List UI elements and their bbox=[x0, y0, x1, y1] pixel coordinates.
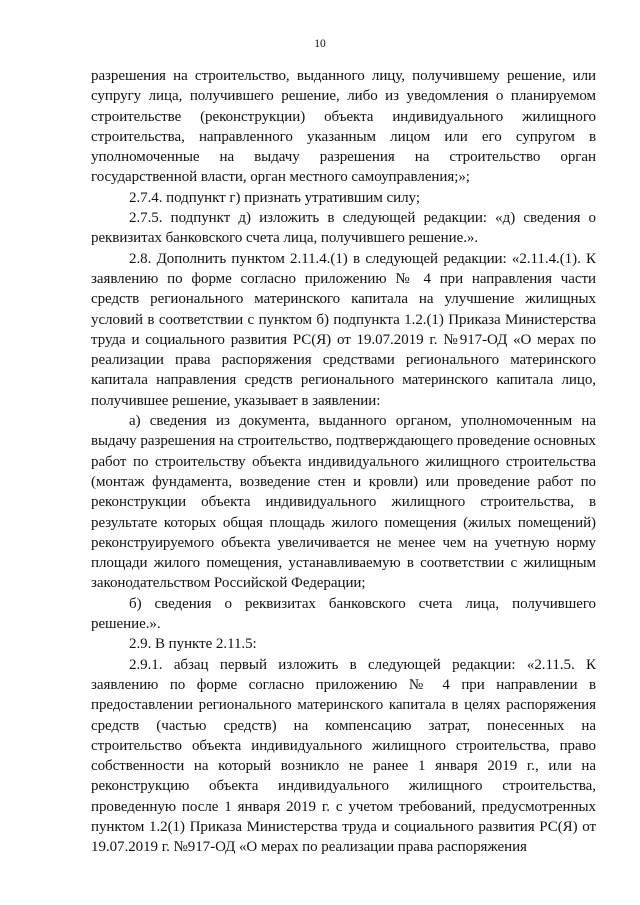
page-number: 10 bbox=[314, 38, 326, 50]
paragraph-8: 2.9.1. абзац первый изложить в следующей редакции: «2.11.5. К заявлению по форме согласно приложению № 4 при направлении в предоставлении регионального материнского капитала в целях распоряжения средств (частью средств) на компенсацию затрат, понесенных на строительство объекта индивидуального жилищного строительства, право собственности на который возникло не ранее 1 января 2019 г., или на реконструкцию объекта индивидуального жилищного строительства, проведенную после 1 января 2019 г. с учетом требований, предусмотренных пунктом 1.2(1) Приказа Министерства труда и социального развития РС(Я) от 19.07.2019 г. №917-ОД «О мерах по реализации права распоряжения bbox=[91, 656, 596, 856]
paragraph-5: а) сведения из документа, выданного органом, уполномоченным на выдачу разрешения на строительство, подтверждающего проведение основных работ по строительству объекта индивидуального жилищного строительства (монтаж фундамента, возведение стен и кровли) или проведение работ по реконструкции объекта индивидуального жилищного строительства, в результате которых общая площадь жилого помещения (жилых помещений) реконструируемого объекта увеличивается не менее чем на учетную норму площади жилого помещения, устанавливаемую в соответствии с жилищным законодательством Российской Федерации; bbox=[91, 413, 596, 592]
paragraph-6: б) сведения о реквизитах банковского счета лица, получившего решение.». bbox=[91, 595, 596, 633]
document-body bbox=[91, 66, 596, 858]
paragraph-4: 2.8. Дополнить пунктом 2.11.4.(1) в следующей редакции: «2.11.4.(1). К заявлению по форме согласно приложению № 4 при направления части средств регионального материнского капитала на улучшение жилищных условий в соответствии с пунктом б) подпункта 1.2.(1) Приказа Министерства труда и социального развития РС(Я) от 19.07.2019 г. №917-ОД «О мерах по реализации права распоряжения средствами регионального материнского капитала направления средств регионального материнского капитала лицо, получившее решение, указывает в заявлении: bbox=[91, 250, 596, 409]
paragraph-2: 2.7.4. подпункт г) признать утратившим силу; bbox=[129, 189, 420, 206]
paragraph-3: 2.7.5. подпункт д) изложить в следующей редакции: «д) сведения о реквизитах банковского счета лица, получившего решение.». bbox=[91, 210, 596, 247]
paragraph-7: 2.9. В пункте 2.11.5: bbox=[129, 636, 257, 653]
paragraph-1: разрешения на строительство, выданного лицу, получившему решение, или супругу лица, получившего решение, либо из уведомления о планируемом строительстве (реконструкции) объекта индивидуального жилищного строительства, направленного указанным лицом или его супругом в уполномоченные на выдачу разрешения на строительство орган государственной власти, орган местного самоуправления;»; bbox=[91, 68, 596, 186]
